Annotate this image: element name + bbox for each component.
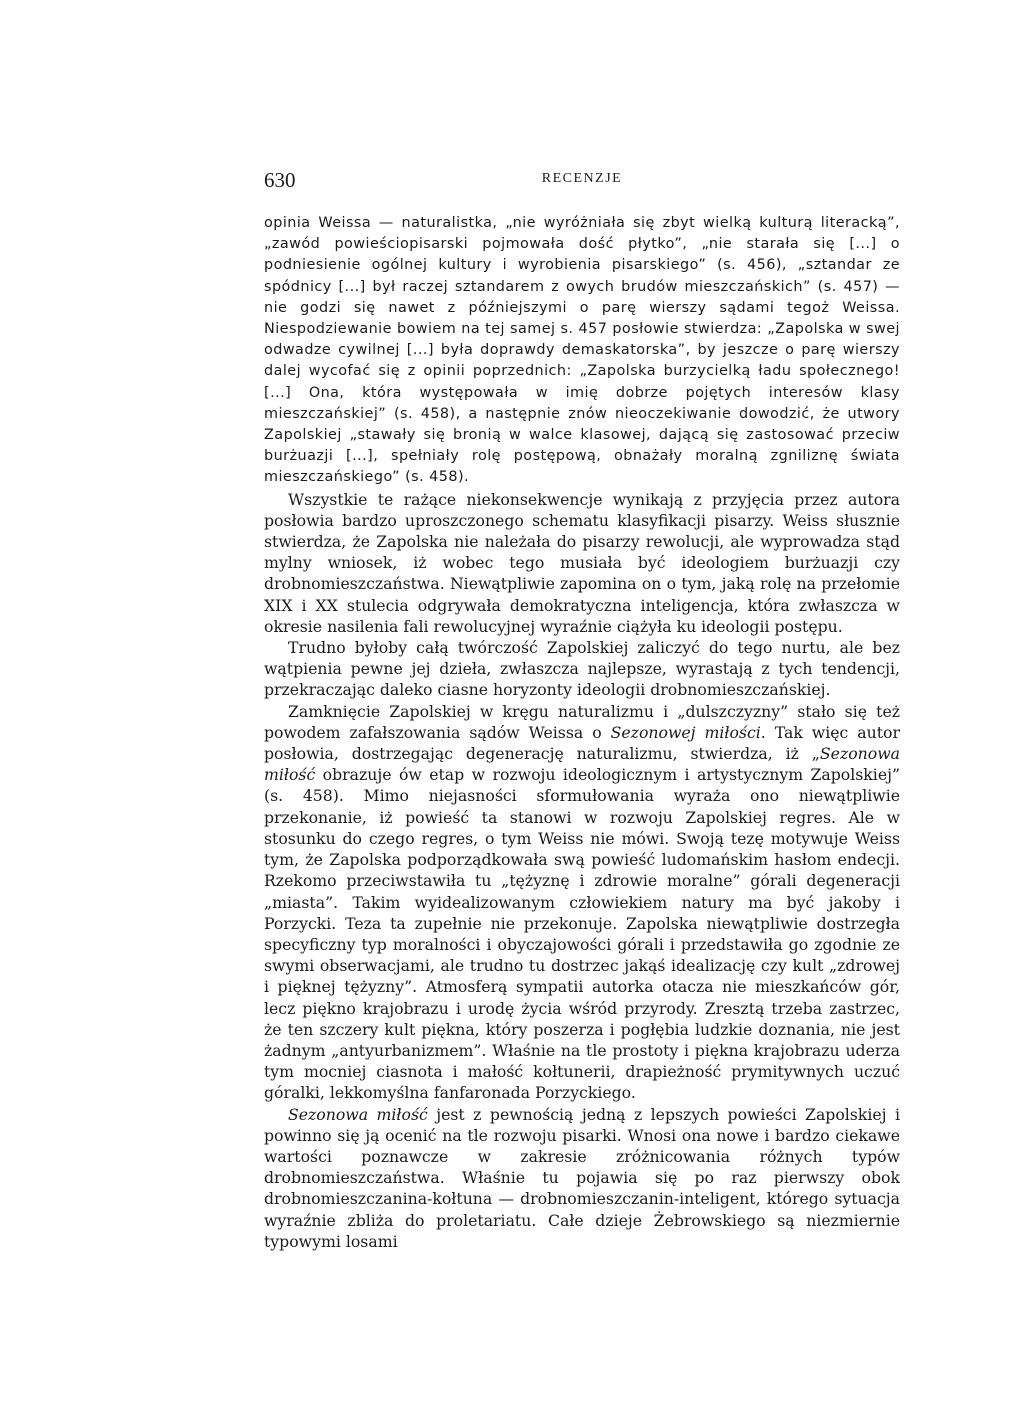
body-text bbox=[264, 213, 900, 1252]
text-span: jest z pewnością jedną z lepszych powieści Zapolskiej i powinno się ją ocenić na tle rozwoju pisarki. Wnosi ona nowe i bardzo ciekawe wartości poznawcze w zakresie zróżnicowania różnych typów drobnomieszczaństwa. Właśnie tu pojawia się po raz pierwszy obok drobnomieszczanina-kołtuna — drobnomieszczanin-inteligent, którego sytuacja wyraźnie zbliża do proletariatu. Całe dzieje Żebrowskiego są niezmiernie typowymi losami bbox=[264, 1104, 900, 1251]
paragraph-2: Wszystkie te rażące niekonsekwencje wynikają z przyjęcia przez autora posłowia bardzo uproszczonego schematu klasyfikacji pisarzy. Weiss słusznie stwierdza, że Zapolska nie należała do pisarzy rewolucji, ale wyprowadza stąd mylny wniosek, iż wobec tego musiała być ideologiem burżuazji czy drobnomieszczaństwa. Niewątpliwie zapomina on o tym, jaką rolę na przełomie XIX i XX stulecia odgrywała demokratyczna inteligencja, która zwłaszcza w okresie nasilenia fali rewolucyjnej wyraźnie ciążyła ku ideologii postępu. bbox=[264, 489, 900, 636]
book-title: Sezonowej miłości bbox=[610, 722, 761, 742]
paragraph-4 bbox=[264, 701, 900, 1104]
paragraph-5 bbox=[264, 1104, 900, 1252]
running-head: RECENZJE bbox=[541, 171, 623, 186]
book-title: Sezonowa miłość bbox=[288, 1104, 428, 1124]
page-header bbox=[264, 168, 900, 198]
text-span: . Tak więc autor posłowia, dostrzegając degenerację naturalizmu, stwierdza, iż „ bbox=[264, 722, 900, 764]
page-number: 630 bbox=[264, 168, 296, 192]
paragraph-3: Trudno byłoby całą twórczość Zapolskiej zaliczyć do tego nurtu, ale bez wątpienia pewne jej dzieła, zwłaszcza najlepsze, wyrastają z tych tendencji, przekraczając daleko ciasne horyzonty ideologii drobnomieszczańskiej. bbox=[264, 638, 900, 700]
book-title: Sezonowa miłość bbox=[264, 744, 900, 785]
text-span: obrazuje ów etap w rozwoju ideologicznym i artystycznym Zapolskiej” (s. 458). Mimo niejasności sformułowania wyraża ono niewątpliwie przekonanie, iż powieść ta stanowi w rozwoju Zapolskiej regres. Ale w stosunku do czego regres, o tym Weiss nie mówi. Swoją tezę motywuje Weiss tym, że Zapolska podporządkowała swą powieść ludomańskim hasłom endecji. Rzekomo przeciwstawiła tu „tężyznę i zdrowie moralne” górali degeneracji „miasta”. Takim wyidealizowanym człowiekiem natury ma być jakoby i Porzycki. Teza ta zupełnie nie przekonuje. Zapolska niewątpliwie dostrzegła specyficzny typ moralności i obyczajowości górali i przedstawiła go zgodnie ze swymi obserwacjami, ale trudno tu dostrzec jakąś idealizację czy kult „zdrowej i pięknej tężyzny”. Atmosferą sympatii autorka otacza nie mieszkańców gór, lecz piękno krajobrazu i urodę życia wśród przyrody. Zresztą trzeba zastrzec, że ten szczery kult piękna, który poszerza i pogłębia ludzkie doznania, nie jest żadnym „antyurbanizmem”. Właśnie na tle prostoty i piękna krajobrazu uderza tym mocniej ciasnota i małość kołtunerii, drapieżność prymitywnych uczuć góralki, lekkomyślna fanfaronada Porzyckiego. bbox=[264, 765, 900, 1103]
text-span: Zamknięcie Zapolskiej w kręgu naturalizmu i „dulszczyzny” stało się też powodem zafałszowania sądów Weissa o bbox=[264, 701, 900, 742]
paragraph-1: opinia Weissa — naturalistka, „nie wyróżniała się zbyt wielką kulturą literacką”, „zawód powieściopisarski pojmowała dość płytko”, „nie starała się [...] o podniesienie ogólnej kultury i wyrobienia pisarskiego” (s. 456), „sztandar ze spódnicy [...] był raczej sztandarem z owych brudów mieszczańskich” (s. 457) — nie godzi się nawet z późniejszymi o parę wierszy sądami tegoż Weissa. Niespodziewanie bowiem na tej samej s. 457 posłowie stwierdza: „Zapolska w swej odwadze cywilnej [...] była doprawdy demaskatorska”, by jeszcze o parę wierszy dalej wycofać się z opinii poprzednich: „Zapolska burzycielką ładu społecznego! [...] Ona, która występowała w imię dobrze pojętych interesów klasy mieszczańskiej” (s. 458), a następnie znów nieoczekiwanie dowodzić, że utwory Zapolskiej „stawały się bronią w walce klasowej, dającą się zastosować przeciw burżuazji [...], spełniały rolę postępową, obnażały moralną zgniliznę świata mieszczańskiego” (s. 458). bbox=[264, 215, 900, 486]
